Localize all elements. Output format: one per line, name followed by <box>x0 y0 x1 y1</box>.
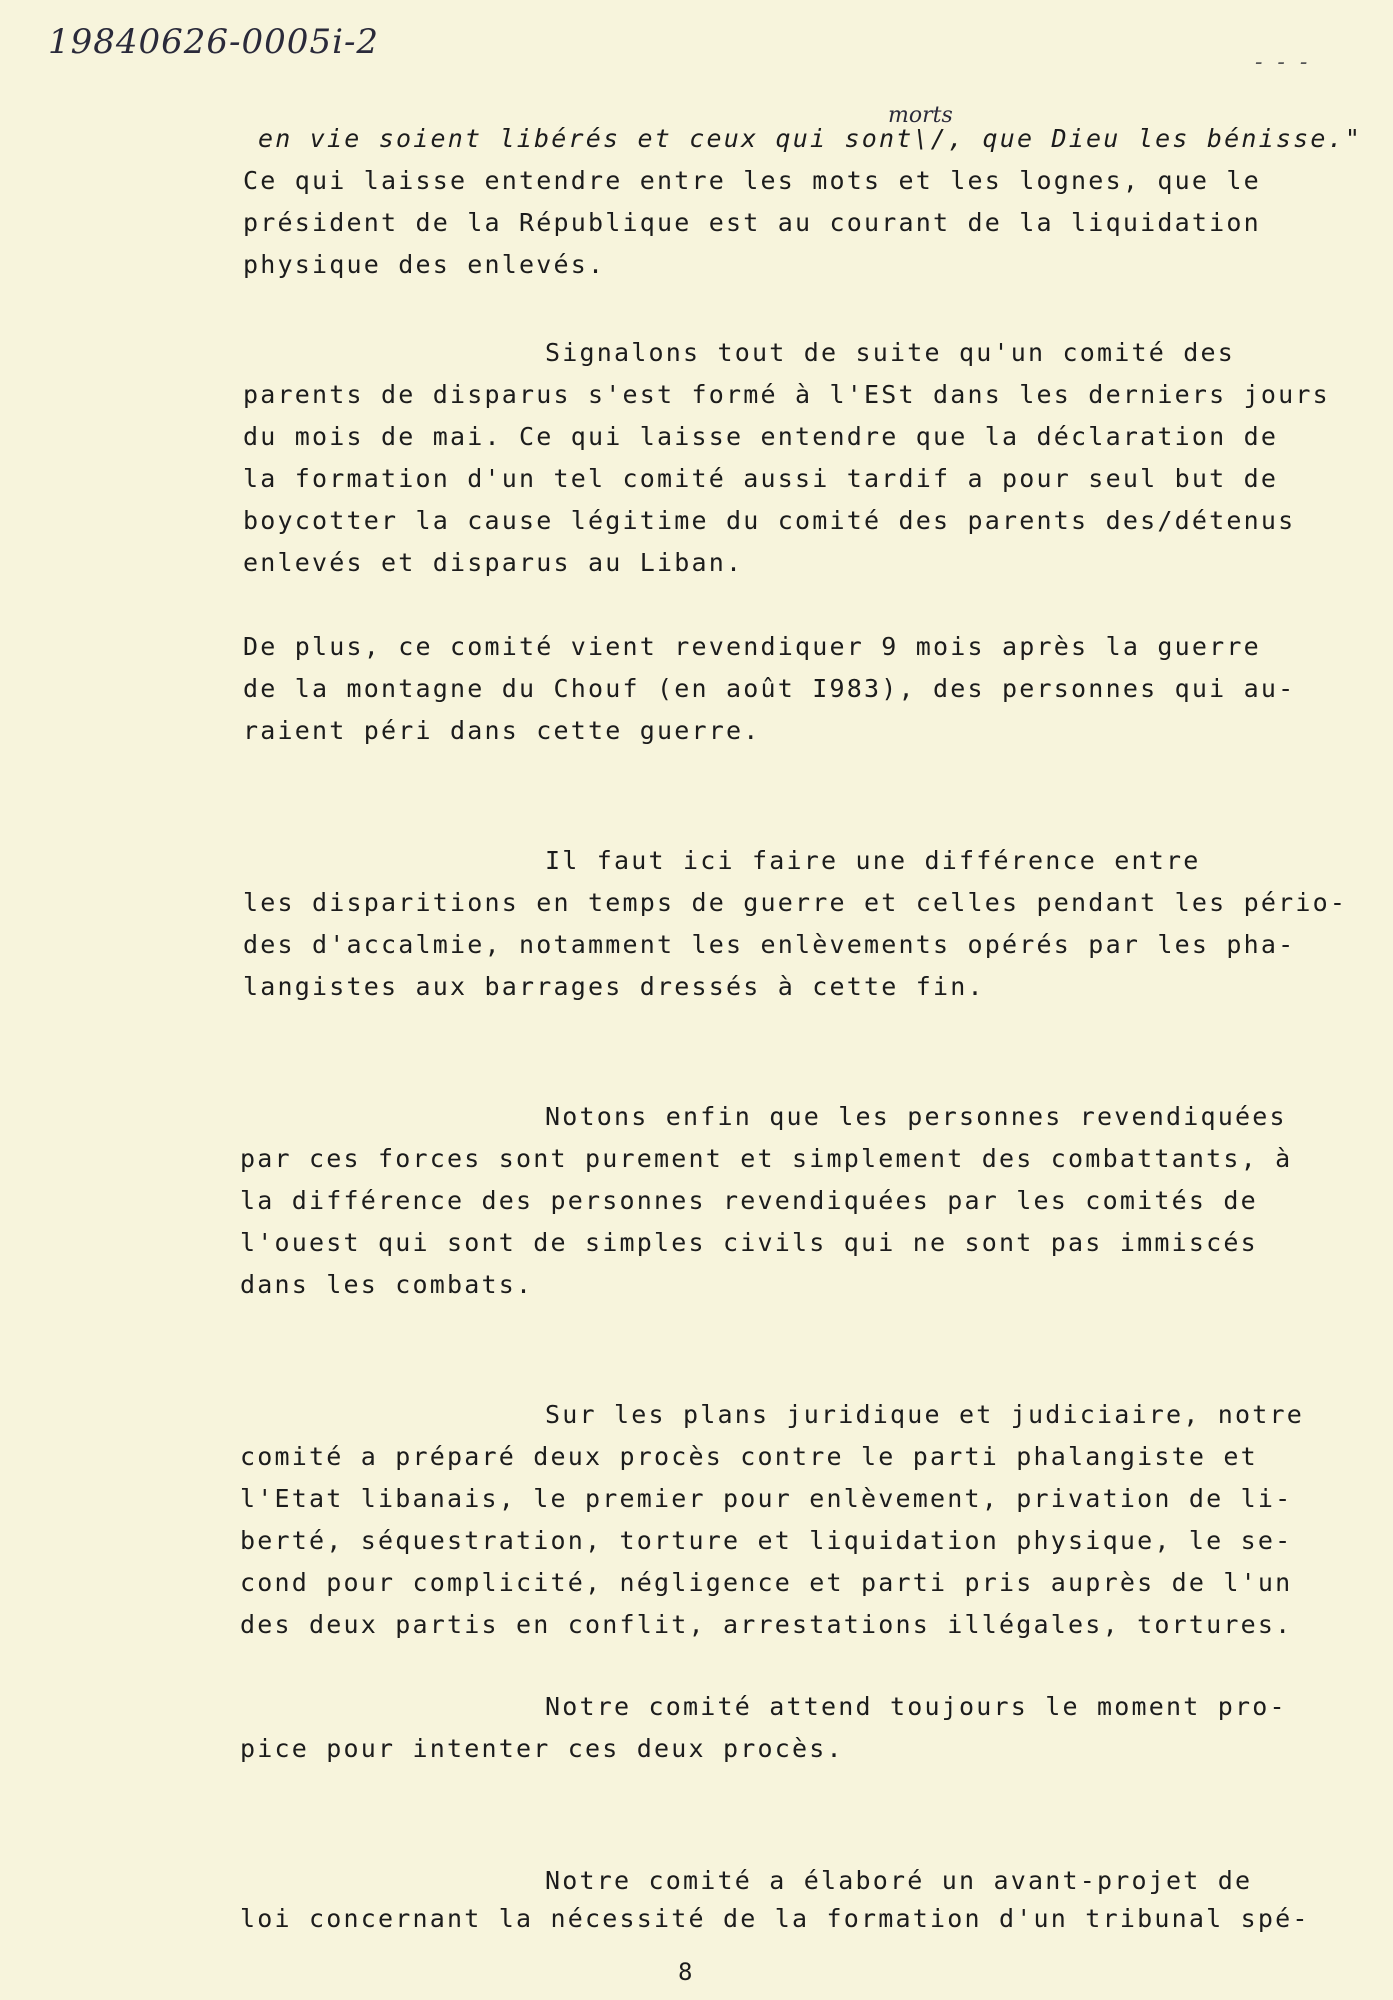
text-line: loi concernant la nécessité de la formation d'un tribunal spé- <box>240 1904 1310 1933</box>
text-line: pice pour intenter ces deux procès. <box>240 1734 844 1763</box>
archive-id: 19840626-0005i-2 <box>48 22 380 62</box>
text-line: Notons enfin que les personnes revendiquées <box>545 1102 1287 1131</box>
corner-mark: - - - <box>1255 50 1312 75</box>
text-line: comité a préparé deux procès contre le parti phalangiste et <box>240 1442 1258 1471</box>
text-line: dans les combats. <box>240 1270 534 1299</box>
text-line: par ces forces sont purement et simplement des combattants, à <box>240 1144 1293 1173</box>
text-line: berté, séquestration, torture et liquidation physique, le se- <box>240 1526 1293 1555</box>
text-line: en vie soient libérés et ceux qui sont\/, que Dieu les bénisse." <box>258 124 1363 153</box>
text-line: parents de disparus s'est formé à l'ESt dans les derniers jours <box>243 380 1330 409</box>
text-line: la différence des personnes revendiquées par les comités de <box>240 1186 1258 1215</box>
text-line: Signalons tout de suite qu'un comité des <box>545 338 1236 367</box>
text-line: Notre comité a élaboré un avant-projet de <box>545 1866 1253 1895</box>
text-line: raient péri dans cette guerre. <box>243 716 761 745</box>
text-line: Il faut ici faire une différence entre <box>545 846 1201 875</box>
text-line: De plus, ce comité vient revendiquer 9 mois après la guerre <box>243 632 1261 661</box>
text-line: Ce qui laisse entendre entre les mots et les lognes, que le <box>243 166 1261 195</box>
text-line: enlevés et disparus au Liban. <box>243 548 744 577</box>
text-line: Sur les plans juridique et judiciaire, notre <box>545 1400 1305 1429</box>
text-line: les disparitions en temps de guerre et celles pendant les pério- <box>243 888 1348 917</box>
text-line: des deux partis en conflit, arrestations illégales, tortures. <box>240 1610 1293 1639</box>
text-line: président de la République est au courant de la liquidation <box>243 208 1261 237</box>
text-line: de la montagne du Chouf (en août I983), des personnes qui au- <box>243 674 1296 703</box>
text-line: physique des enlevés. <box>243 250 606 279</box>
text-line: du mois de mai. Ce qui laisse entendre que la déclaration de <box>243 422 1279 451</box>
text-line: langistes aux barrages dressés à cette fin. <box>243 972 985 1001</box>
text-line: l'Etat libanais, le premier pour enlèvement, privation de li- <box>240 1484 1293 1513</box>
text-line: des d'accalmie, notamment les enlèvements opérés par les pha- <box>243 930 1296 959</box>
text-line: la formation d'un tel comité aussi tardif a pour seul but de <box>243 464 1279 493</box>
text-line: boycotter la cause légitime du comité des parents des/détenus <box>243 506 1296 535</box>
text-line: Notre comité attend toujours le moment pro- <box>545 1692 1287 1721</box>
text-line: cond pour complicité, négligence et parti pris auprès de l'un <box>240 1568 1293 1597</box>
text-line: l'ouest qui sont de simples civils qui ne sont pas immiscés <box>240 1228 1258 1257</box>
handwritten-annotation: morts <box>888 103 953 128</box>
page-number: 8 <box>678 1958 693 1986</box>
